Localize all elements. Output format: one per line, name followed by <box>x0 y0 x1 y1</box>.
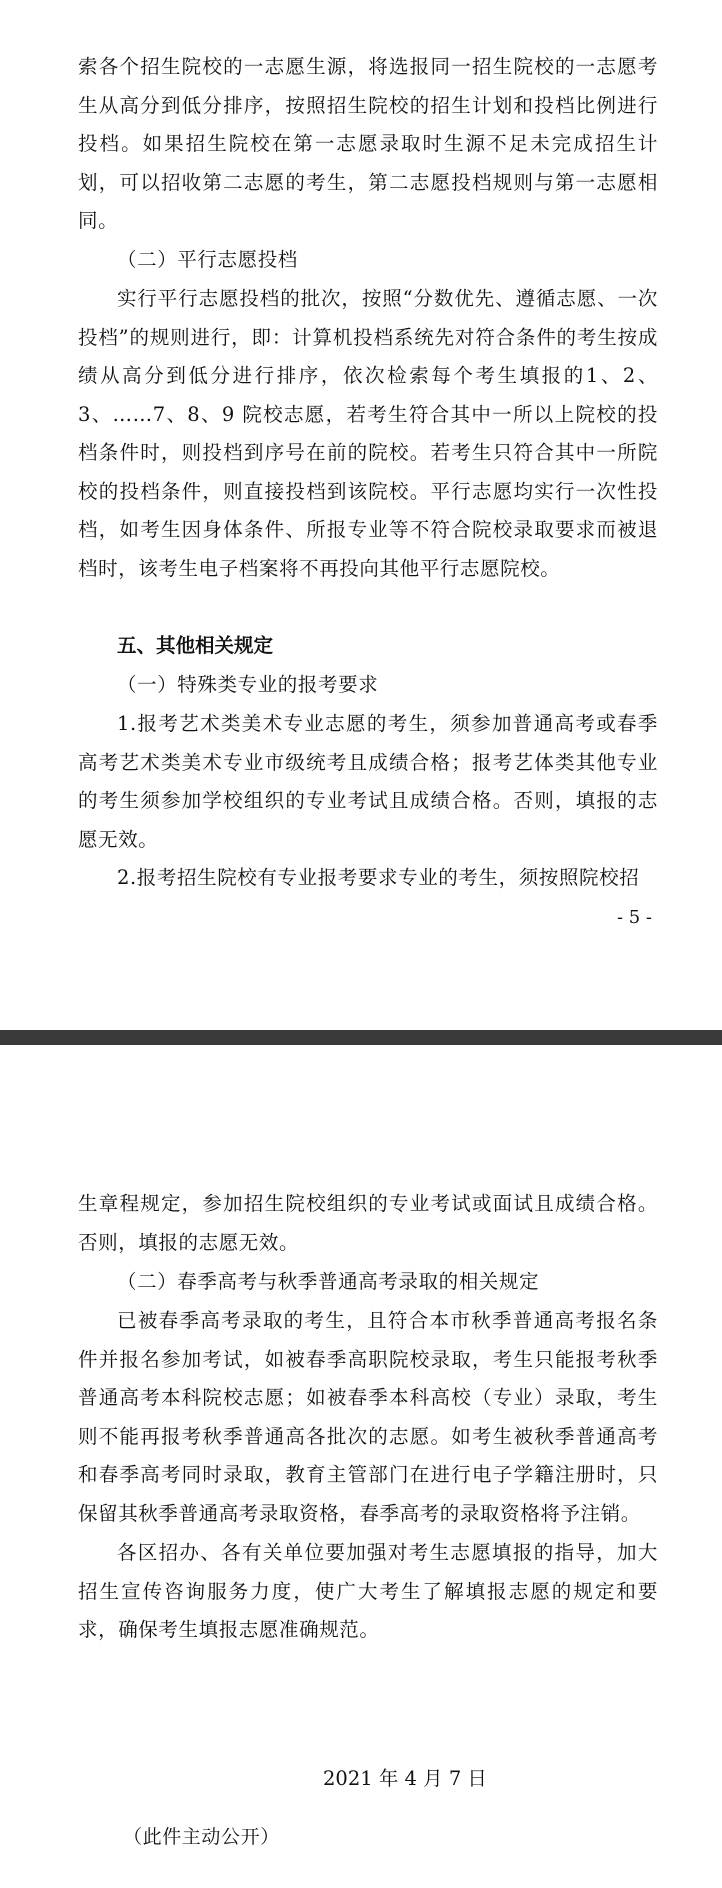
paragraph-art-major-requirement: 1.报考艺术类美术专业志愿的考生，须参加普通高考或春季高考艺术类美术专业市级统考且成绩合格；报考艺体类其他专业的考生须参加学校组织的专业考试且成绩合格。否则，填报的志愿无效。 <box>78 712 658 851</box>
subsection-title-special-majors: （一）特殊类专业的报考要求 <box>117 673 379 696</box>
paragraph-admission-first-choice: 索各个招生院校的一志愿生源，将选报同一招生院校的一志愿考生从高分到低分排序，按照招生院校的招生计划和投档比例进行投档。如果招生院校在第一志愿录取时生源不足未完成招生计划，可以招收第二志愿的考生，第二志愿投档规则与第一志愿相同。 <box>78 55 658 232</box>
paragraph-major-requirement-start: 2.报考招生院校有专业报考要求专业的考生，须按照院校招 <box>117 866 640 889</box>
subsection-title-parallel-choice: （二）平行志愿投档 <box>117 248 298 271</box>
document-date: 2021 年 4 月 7 日 <box>323 1767 487 1790</box>
paragraph-spring-exam-rules: 已被春季高考录取的考生，且符合本市秋季普通高考报名条件并报名参加考试，如被春季高职院校录取，考生只能报考秋季普通高考本科院校志愿；如被春季本科高校（专业）录取，考生则不能再报考秋季普通高各批次的志愿。如考生被秋季普通高考和春季高考同时录取，教育主管部门在进行电子学籍注册时，只保留其秋季普通高考录取资格，春季高考的录取资格将予注销。 <box>78 1309 658 1525</box>
publicity-note: （此件主动公开） <box>123 1826 280 1848</box>
page-divider <box>0 1030 722 1045</box>
paragraph-major-requirement-continue: 生章程规定，参加招生院校组织的专业考试或面试且成绩合格。否则，填报的志愿无效。 <box>78 1192 658 1254</box>
paragraph-guidance: 各区招办、各有关单位要加强对考生志愿填报的指导，加大招生宣传咨询服务力度，使广大考生了解填报志愿的规定和要求，确保考生填报志愿准确规范。 <box>78 1541 658 1641</box>
subsection-title-spring-autumn: （二）春季高考与秋季普通高考录取的相关规定 <box>117 1270 540 1293</box>
paragraph-parallel-choice-rules: 实行平行志愿投档的批次，按照“分数优先、遵循志愿、一次投档”的规则进行，即：计算机投档系统先对符合条件的考生按成绩从高分到低分进行排序，依次检索每个考生填报的1、2、3、……7、8、9 院校志愿，若考生符合其中一所以上院校的投档条件时，则投档到序号在前的院校。若考生只符合其中一所院校的投档条件，则直接投档到该院校。平行志愿均实行一次性投档，如考生因身体条件、所报专业等不符合院校录取要求而被退档时，该考生电子档案将不再投向其他平行志愿院校。 <box>78 287 658 580</box>
page-number: - 5 - <box>616 907 652 928</box>
section-title-other-rules: 五、其他相关规定 <box>117 634 274 657</box>
